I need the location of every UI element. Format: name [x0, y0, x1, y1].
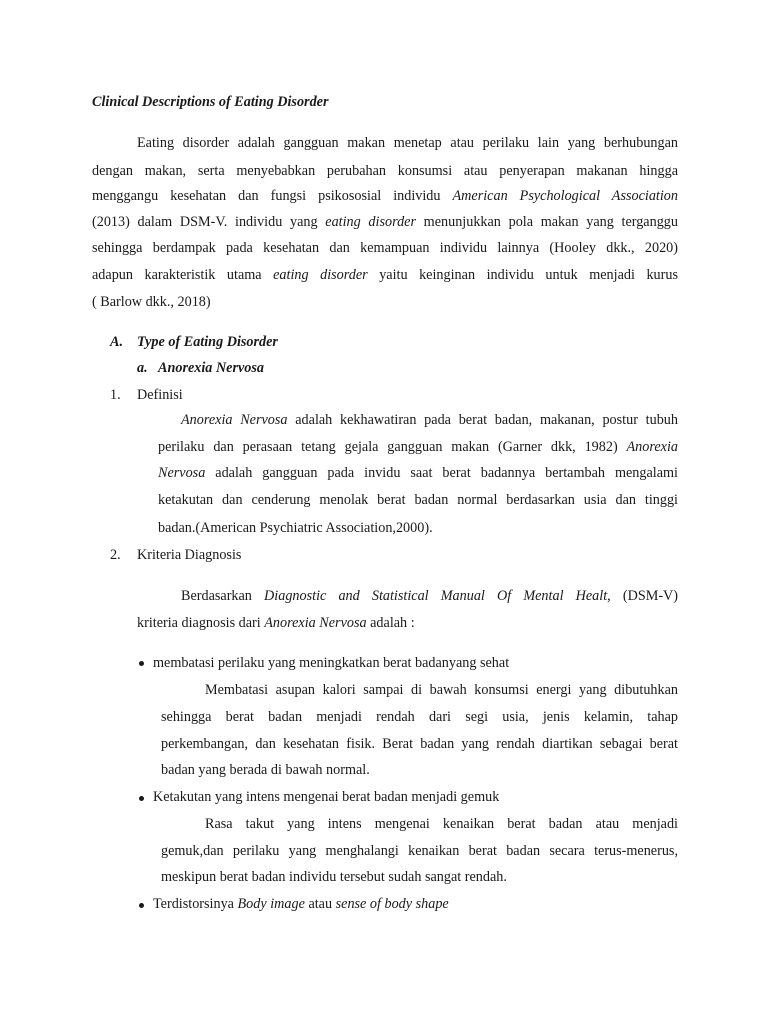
- section-a-marker: A.: [110, 334, 124, 350]
- subsection-a-heading: Anorexia Nervosa: [158, 360, 265, 376]
- intro-line: ( Barlow dkk., 2018): [92, 294, 211, 310]
- bullet-text-line: badan yang berada di bawah normal.: [161, 762, 370, 778]
- criteria-line: Berdasarkan Diagnostic and Statistical Manual Of Mental Healt, (DSM-V): [181, 588, 679, 604]
- item-2-heading: Kriteria Diagnosis: [137, 547, 242, 563]
- intro-line: adapun karakteristik utama eating disorder yaitu keinginan individu untuk menjadi kurus: [92, 267, 678, 283]
- item-1-marker: 1.: [110, 387, 121, 403]
- intro-line: Eating disorder adalah gangguan makan menetap atau perilaku lain yang berhubungan: [137, 135, 678, 151]
- definition-line: badan.(American Psychiatric Association,2000).: [158, 520, 433, 536]
- bullet-text-line: gemuk,dan perilaku yang menghalangi kenaikan berat badan secara terus-menerus,: [161, 843, 678, 859]
- bullet-text-line: Rasa takut yang intens mengenai kenaikan berat badan atau menjadi: [205, 816, 678, 832]
- bullet-text-line: perkembangan, dan kesehatan fisik. Berat badan yang rendah diartikan sebagai berat: [161, 736, 678, 752]
- bullet-icon: [139, 661, 144, 666]
- bullet-heading: Ketakutan yang intens mengenai berat badan menjadi gemuk: [153, 789, 500, 805]
- intro-line: dengan makan, serta menyebabkan perubahan konsumsi atau penyerapan makanan hingga: [92, 163, 678, 179]
- document-title: Clinical Descriptions of Eating Disorder: [92, 94, 329, 110]
- bullet-icon: [139, 903, 144, 908]
- item-2-marker: 2.: [110, 547, 121, 563]
- intro-line: (2013) dalam DSM-V. individu yang eating disorder menunjukkan pola makan yang terganggu: [92, 214, 678, 230]
- definition-line: perilaku dan perasaan tetang gejala gangguan makan (Garner dkk, 1982) Anorexia: [158, 439, 678, 455]
- definition-line: Anorexia Nervosa adalah kekhawatiran pada berat badan, makanan, postur tubuh: [181, 412, 678, 428]
- intro-line: sehingga berdampak pada kesehatan dan kemampuan individu lainnya (Hooley dkk., 2020): [92, 240, 678, 256]
- bullet-heading: Terdistorsinya Body image atau sense of body shape: [153, 896, 449, 912]
- bullet-text-line: meskipun berat badan individu tersebut sudah sangat rendah.: [161, 869, 507, 885]
- bullet-text-line: sehingga berat badan menjadi rendah dari segi usia, jenis kelamin, tahap: [161, 709, 678, 725]
- section-a-heading: Type of Eating Disorder: [137, 334, 278, 350]
- criteria-line: kriteria diagnosis dari Anorexia Nervosa adalah :: [137, 615, 415, 631]
- definition-line: Nervosa adalah gangguan pada invidu saat berat badannya bertambah mengalami: [158, 465, 678, 481]
- subsection-a-marker: a.: [137, 360, 148, 376]
- bullet-icon: [139, 796, 144, 801]
- bullet-heading: membatasi perilaku yang meningkatkan berat badanyang sehat: [153, 655, 510, 671]
- intro-line: menggangu kesehatan dan fungsi psikososial individu American Psychological Association: [92, 188, 678, 204]
- definition-line: ketakutan dan cenderung menolak berat badan normal berdasarkan usia dan tinggi: [158, 492, 678, 508]
- item-1-heading: Definisi: [137, 387, 183, 403]
- bullet-text-line: Membatasi asupan kalori sampai di bawah konsumsi energi yang dibutuhkan: [205, 682, 678, 698]
